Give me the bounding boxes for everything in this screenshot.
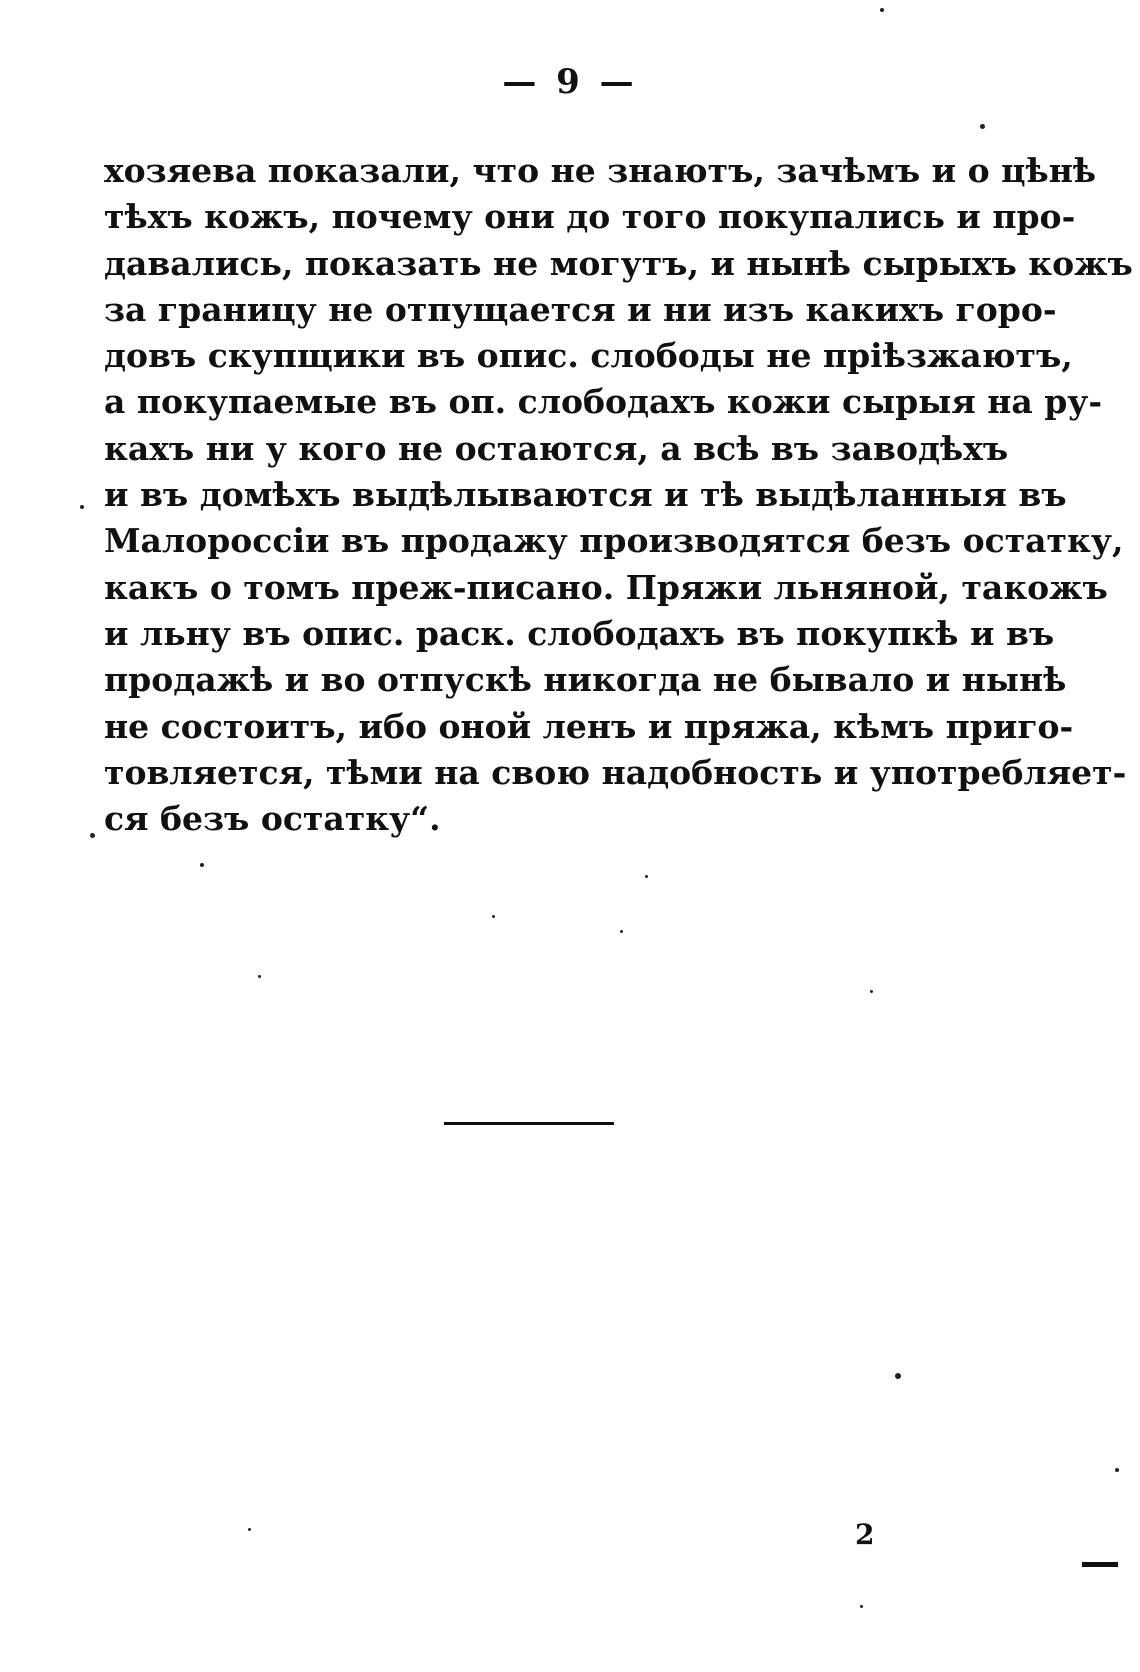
print-speck xyxy=(860,1605,863,1608)
body-text xyxy=(104,148,1133,842)
print-speck xyxy=(248,1528,251,1531)
text-line: и льну въ опис. раск. слободахъ въ покупкѣ и въ xyxy=(104,613,1055,653)
section-divider xyxy=(444,1122,614,1125)
print-speck xyxy=(880,8,884,12)
print-speck xyxy=(645,875,648,878)
text-line: товляется, тѣми на свою надобность и употребляет- xyxy=(104,752,1127,792)
text-line: хозяева показали, что не знаютъ, зачѣмъ и о цѣнѣ xyxy=(104,151,1097,190)
print-speck xyxy=(980,124,985,129)
text-line: тѣхъ кожъ, почему они до того покупались и про- xyxy=(104,197,1076,237)
text-line: продажѣ и во отпускѣ никогда не бывало и нынѣ xyxy=(104,660,1067,700)
print-speck xyxy=(895,1373,901,1379)
text-line: Малороссіи въ продажу производятся безъ остатку, xyxy=(104,521,1124,561)
text-line: и въ домѣхъ выдѣлываются и тѣ выдѣланныя въ xyxy=(104,475,1067,515)
text-line: кахъ ни у кого не остаются, а всѣ въ заводѣхъ xyxy=(104,428,1009,468)
text-line: за границу не отпущается и ни изъ какихъ горо- xyxy=(104,289,1057,329)
print-speck xyxy=(258,975,261,978)
print-speck xyxy=(90,833,95,838)
print-speck xyxy=(200,863,204,867)
edge-mark xyxy=(1082,1562,1118,1567)
print-speck xyxy=(870,990,873,993)
text-line: а покупаемые въ оп. слободахъ кожи сырыя на ру- xyxy=(104,382,1103,422)
print-speck xyxy=(492,915,495,918)
print-speck xyxy=(1115,1468,1119,1472)
text-line: какъ о томъ преж-писано. Пряжи льняной, такожъ xyxy=(104,567,1108,607)
print-speck xyxy=(620,930,623,933)
print-speck xyxy=(80,505,84,509)
signature-mark: 2 xyxy=(855,1518,875,1551)
page-number: — 9 — xyxy=(502,62,638,102)
text-line: довъ скупщики въ опис. слободы не пріѣзжаютъ, xyxy=(104,336,1073,376)
text-line: давались, показать не могутъ, и нынѣ сырыхъ кожъ xyxy=(104,243,1133,283)
text-line: ся безъ остатку“. xyxy=(104,799,441,839)
text-line: не состоитъ, ибо оной ленъ и пряжа, кѣмъ приго- xyxy=(104,706,1074,746)
